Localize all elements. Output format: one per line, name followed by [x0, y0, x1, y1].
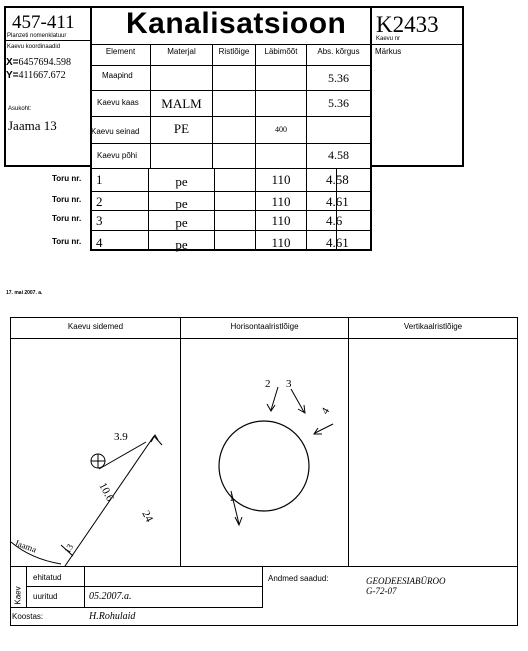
horizontal-section-drawing — [181, 339, 348, 566]
location-label: Asukoht: — [8, 106, 32, 112]
pipe-diameter: 110 — [271, 213, 291, 228]
material-cell: PE — [173, 121, 190, 136]
diameter-cell: 400 — [275, 125, 287, 134]
pipe-diameter: 110 — [271, 194, 291, 209]
pipe-material: pe — [175, 174, 188, 189]
kaev-label — [10, 587, 26, 607]
header-diameter: Läbimõõt — [264, 47, 298, 56]
pipe-label: Toru nr. — [52, 214, 82, 223]
header-abs-height: Abs. kõrgus — [317, 47, 360, 56]
pipe-label: Toru nr. — [52, 195, 82, 204]
element-cell: Kaevu seinad — [91, 127, 140, 136]
coordinate-y — [6, 70, 66, 81]
header-material: Materjal — [167, 47, 196, 56]
pipe-number: 1 — [96, 172, 103, 187]
location-sketch — [11, 339, 180, 566]
coordinate-x — [6, 57, 71, 68]
pipe-label: Toru nr. — [52, 174, 82, 183]
sketch-label-10: 10.6 — [96, 480, 116, 504]
pipe-label: Toru nr. — [52, 237, 82, 246]
coordinate-x-label: X= — [6, 57, 19, 68]
element-cell: Kaevu kaas — [97, 98, 139, 107]
height-cell: 5.36 — [328, 96, 349, 110]
height-cell: 4.58 — [328, 148, 349, 162]
planzett-label: Planzeti nomenklatuur — [7, 33, 67, 39]
coordinates-label: Kaevu koordinaadid — [7, 44, 61, 50]
date-stamp: 17. mai 2007. a. — [6, 290, 43, 296]
header-remarks: Märkus — [375, 47, 402, 56]
coordinate-y-value: 411667.672 — [18, 70, 66, 81]
pipe-2-label: 2 — [265, 378, 271, 390]
data-from-label: Andmed saadud: — [268, 574, 329, 583]
pipe-material: pe — [175, 237, 188, 252]
well-number-label: Kaevu nr — [376, 36, 401, 42]
compiled-value: H.Rohulaid — [89, 611, 136, 622]
built-label: ehitatud — [33, 573, 62, 582]
pipe-material: pe — [175, 215, 188, 230]
location-value: Jaama 13 — [8, 118, 57, 133]
data-from-value: GEODEESIABÜROO — [366, 576, 446, 586]
pipe-diameter: 110 — [271, 172, 291, 187]
height-cell: 5.36 — [328, 71, 349, 85]
pipe-diameter: 110 — [271, 235, 291, 250]
element-cell: Maapind — [102, 71, 133, 80]
coordinate-x-value: 6457694.598 — [18, 57, 72, 68]
pipe-number: 4 — [96, 235, 103, 250]
material-cell: MALM — [161, 96, 202, 111]
panel-title-middle: Horisontaalristlõige — [230, 322, 299, 331]
pipe-height: 4.61 — [326, 194, 349, 209]
sketch-number-label: 13 — [62, 542, 76, 555]
pipe-height: 4.58 — [326, 172, 349, 187]
element-cell: Kaevu põhi — [97, 151, 138, 160]
surveyed-label: uuritud — [33, 592, 58, 601]
planzett-number: 457-411 — [12, 12, 75, 33]
pipe-number: 2 — [96, 194, 103, 209]
kaev-label-text: Kaev — [13, 586, 23, 605]
sketch-label-24: 24 — [139, 508, 156, 525]
panel-title-right: Vertikaalristlõige — [403, 322, 463, 331]
coordinate-y-label: Y= — [6, 70, 19, 81]
pipe-height: 4.61 — [326, 235, 349, 250]
pipe-material: pe — [175, 196, 188, 211]
data-from-code: G-72-07 — [366, 586, 397, 596]
panel-title-left: Kaevu sidemed — [67, 322, 124, 331]
header-element: Element — [105, 47, 136, 56]
compiled-label: Koostas: — [12, 612, 44, 621]
pipe-height: 4.6 — [326, 213, 343, 228]
well-number: K2433 — [376, 12, 439, 37]
pipe-3-label: 3 — [286, 378, 292, 390]
sketch-label-39: 3.9 — [114, 431, 128, 443]
pipe-1-label: 1 — [229, 492, 235, 504]
pipe-4-label: 4 — [319, 405, 333, 417]
sketch-street-label: Jaama — [13, 537, 38, 555]
header-cross-section: Ristlõige — [218, 47, 250, 56]
pipe-number: 3 — [96, 213, 103, 228]
page-title: Kanalisatsioon — [126, 7, 347, 40]
surveyed-value: 05.2007.a. — [89, 591, 132, 602]
